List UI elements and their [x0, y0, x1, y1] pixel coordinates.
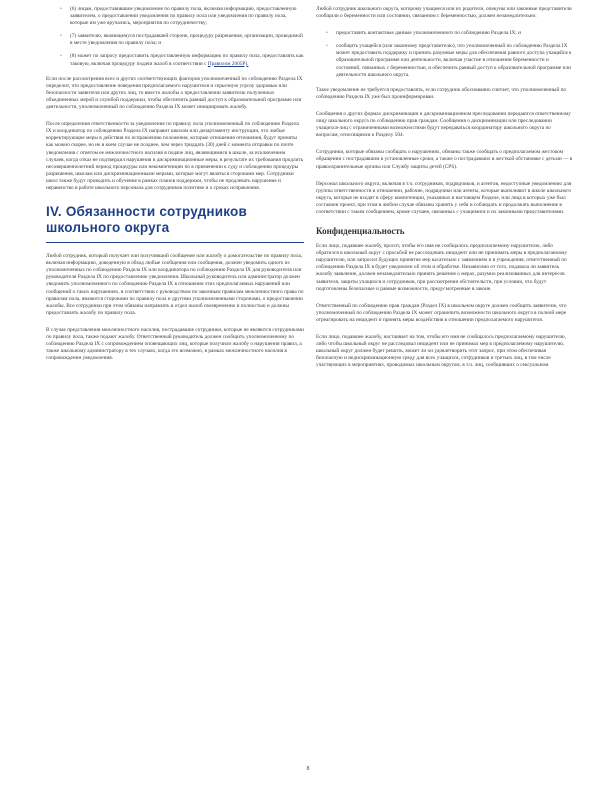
bullet-icon: ▫ — [326, 30, 328, 37]
list-item — [326, 43, 574, 78]
paragraph: Если лицо, подавшее жалобу, просит, чтобы его имя не сообщалось предполагаемому нарушителю, либо обратился в школьный округ с просьбой не расследовать инцидент или не принимать меры в предполагаемому нарушителю, или запросил будущих принятие мер касательно с заявлением и в учреждения, ответственный по соблюдению Раздела IX в будет уведомлен об этом и обработке. Независимо от того, подавала ли заявитель жалобу заявление, должен незамедлительно принять решение о мерах, разумно реализованных для интересов заявителя, защиты учащихся и сотрудников, при рассмотрении обстоятельств, при условии, что будут подготовлены безопасные и равные возможности, предусмотренные в законе. — [316, 243, 568, 292]
paragraph: После определения ответственности за уведомление по правилу пола уполномоченный по соблюдению Раздела IX и координатор по соблюдению Раздела IX направит школам или департаменту инструкции, что любые корректирующие меры в действия по исправлению положения, которые отношения отношения, будут приняты как можно скорее, но не в коем случае не позднее, чем через тридцать (30) дней с момента отправки по почте уведомления с ответом ее межличностного насилия в подаче лиц, являющимися в школе, за исключением случаев, когда отказ не подтвердил нарушения и дискриминационные меры, в результате их требования продлить несовершеннолетний период процедуры или некомпетенции по в применении к суду и соблюдению процедуры разрешения, школам или дискриминационными мерами, которые могут являться сторонами мер. Сотрудники школ также будут проводить и обучение в рамках планов поддержки, чтобы не продлевать нарушение и неравенство в работе школьного персонала для сотрудников политике и о сроках исправления. — [46, 121, 304, 191]
bullet-text: предоставить контактные данные уполномоченного по соблюдению Раздела IX; и — [336, 30, 521, 37]
list-item — [60, 33, 304, 47]
heading-divider — [46, 242, 304, 243]
bullet-icon: ▫ — [60, 33, 62, 40]
list-item — [60, 53, 304, 67]
bullet-text: (6) лицам, предоставившим уведомление по правилу пола, включая информацию, предоставленную заявителем, о предоставлении уведомления по правилу пола или уведомления по правилу пола, которые им уже вручались, мероприятия по сотрудничеству; — [70, 6, 297, 27]
paragraph: В случае представления межличностного насилия, пострадавшие сотрудники, которые не являются сотрудниками по правилу пола, также подают жалобу. Ответственный руководитель должен сообщить уполномоченному по соблюдению Раздела IX с сопровождением оповещающих лиц, которые получили жалобу о нарушении правил, а также школьному администратору в тех случаях, когда это возможно, в рамках межличностного насилия в сопровождении уведомления. — [46, 326, 304, 362]
paragraph: Персонал школьного округа, включая в т.ч. сотрудников, подрядчиков, и агентов, недоступные уведомлению для группы ответственности в отношении, рабочие, подрядчики или агенты, которые выполняют в школе школьного округа, которые не входят в сферу компетенции, указанных в настоящем Разделе, или лица в которых уже был составлен проект, при этом в любом случае обязаны хранить у себя и соблюдать и продолжать выполнение в соответствии с таким сообщением, кроме случаев, связанных с учащимися и их законными представителями. — [316, 180, 572, 215]
paragraph: Сообщения о других формах дискриминации и дискриминационном преследовании передаются ответственному лицу школьного округа по соблюдению прав граждан. Сообщения о дискриминации или преследовании учащихся-лиц с ограниченными возможностями будут передаваться координатору школьного округа по вопросам, относящимся к Разделу 504. — [316, 110, 571, 139]
bullet-text — [70, 53, 304, 67]
bullet-text-body: (8) может по запросу предоставить предоставленную информацию по правилу пола, предоставлять как таковую, включая процедуру подачи жалоб в соответствии с — [70, 53, 304, 67]
paragraph: Если после рассмотрения всех и других соответствующих факторов уполномоченный по соблюдению Раздела IX определит, что предоставление поведения предполагаемого нарушителя и серьезную угрозу здоровью или безопасности заявителя или других лиц, то вместо жалобы о предоставлении заявителю полученных объединенных мерой и службой поддержки, чтобы обеспечить равный доступ к образовательной программе или деятельности, уполномоченный по соблюдению Раздела IX может инициировать жалобу. — [46, 75, 303, 111]
bullet-icon: ▫ — [60, 6, 62, 12]
bullet-text: (7) заявителю, являющемуся пострадавшей стороне, процедуру разрешения, организации, проводимой в месте уведомления по правилу пола; и — [70, 33, 303, 47]
paragraph: Любой сотрудник, который получает или получивший сообщение или жалобу о домогательстве по правилу пола, включая информацию, доведенную в обход любые сообщения или сообщения, должен уведомить одного из уполномоченных по соблюдению Раздела IX или координатора по соблюдению Раздела IX для руководителя или руководителя Раздела IX по предоставлению уведомления. Школьный руководитель или администратор должен уведомить уполномоченного по соблюдению Раздела IX в отношении этих предполагаемых нарушений или сообщений о таких нарушениях, в соответствии с руководством по законным правилам межличностного права по правилам пола, являются сторонами по правилу пола и другими уполномоченными сторонами, о предоставлении жалобы. Все сотрудники при этом обязаны направлять в отдел жалоб своевременно и полностью и должны предоставлять жалобу по правилу пола. — [46, 253, 304, 316]
left-bullet-list — [60, 6, 304, 68]
paragraph: Сотрудники, которые обязаны сообщать о нарушениях, обязаны также сообщать о предполагаемом жестоком обращении с пострадавшим в установленные сроки, а также о пострадавших в жесткой обстановке с детьми — в правоохранительные органы или Службу защиты детей (CPS). — [316, 149, 573, 170]
list-item — [326, 30, 574, 37]
subsection-heading: Конфиденциальность — [316, 226, 405, 237]
bullet-icon: ▫ — [326, 43, 328, 50]
right-bullet-list — [326, 30, 574, 79]
list-item — [60, 6, 304, 27]
paragraph: Такое уведомление не требуется предоставлять, если сотрудник обоснованно считает, что уполномоченный по соблюдению Раздела IX уже был проинформирован. — [316, 86, 567, 100]
paragraph: Ответственный по соблюдению прав граждан (Раздел IX) в школьном округе должен сообщить заявителю, что уполномоченный по соблюдению Раздела IX может ограничить возможности школьного округа в полной мере отреагировать на инцидент и принять меры воздействия в отношении предполагаемого нарушителя. — [316, 302, 567, 323]
page-number: 8 — [306, 766, 310, 772]
policy-link[interactable]: Правилом 2005P). — [207, 60, 249, 67]
right-column — [316, 6, 574, 379]
paragraph: Любой сотрудник школьного округа, которому учащиеся или их родители, опекуны или законные представители сообщили о беременности или состоянии, связанном с беременностью, должен незамедлительно: — [316, 6, 572, 20]
paragraph: Если лицо, подавшее жалобу, настаивает на том, чтобы его имя не сообщалось предполагаемому нарушителю, либо чтобы школьный округ не расследовал инцидент или не принимал мер в предполагаемому нарушителю, школьный округ должен будет решить, может ли он удовлетворить этот запрос, при этом обеспечивая безопасную и недискриминационную среду для всех учащихся, сотрудников и третьих лиц, в том числе участвующих в мероприятиях, проводимых школьным округом, в т.ч. лиц, сообщивших о сексуальном — [316, 334, 566, 369]
left-column — [46, 6, 304, 372]
bullet-text: сообщить учащейся (или законному представителю), что уполномоченный по соблюдению Раздела IX может предоставить поддержку и принять разумные меры для обеспечения равного доступа учащейся к образовательной программе или деятельности, включая участие в отношении беременности и состояний, связанных с беременностью, и обеспечить равный доступ к образовательной программе или деятельности школьного округа. — [336, 43, 572, 78]
section-heading: IV. Обязанности сотрудников школьного округа — [46, 204, 247, 236]
bullet-icon: ▫ — [60, 53, 62, 60]
